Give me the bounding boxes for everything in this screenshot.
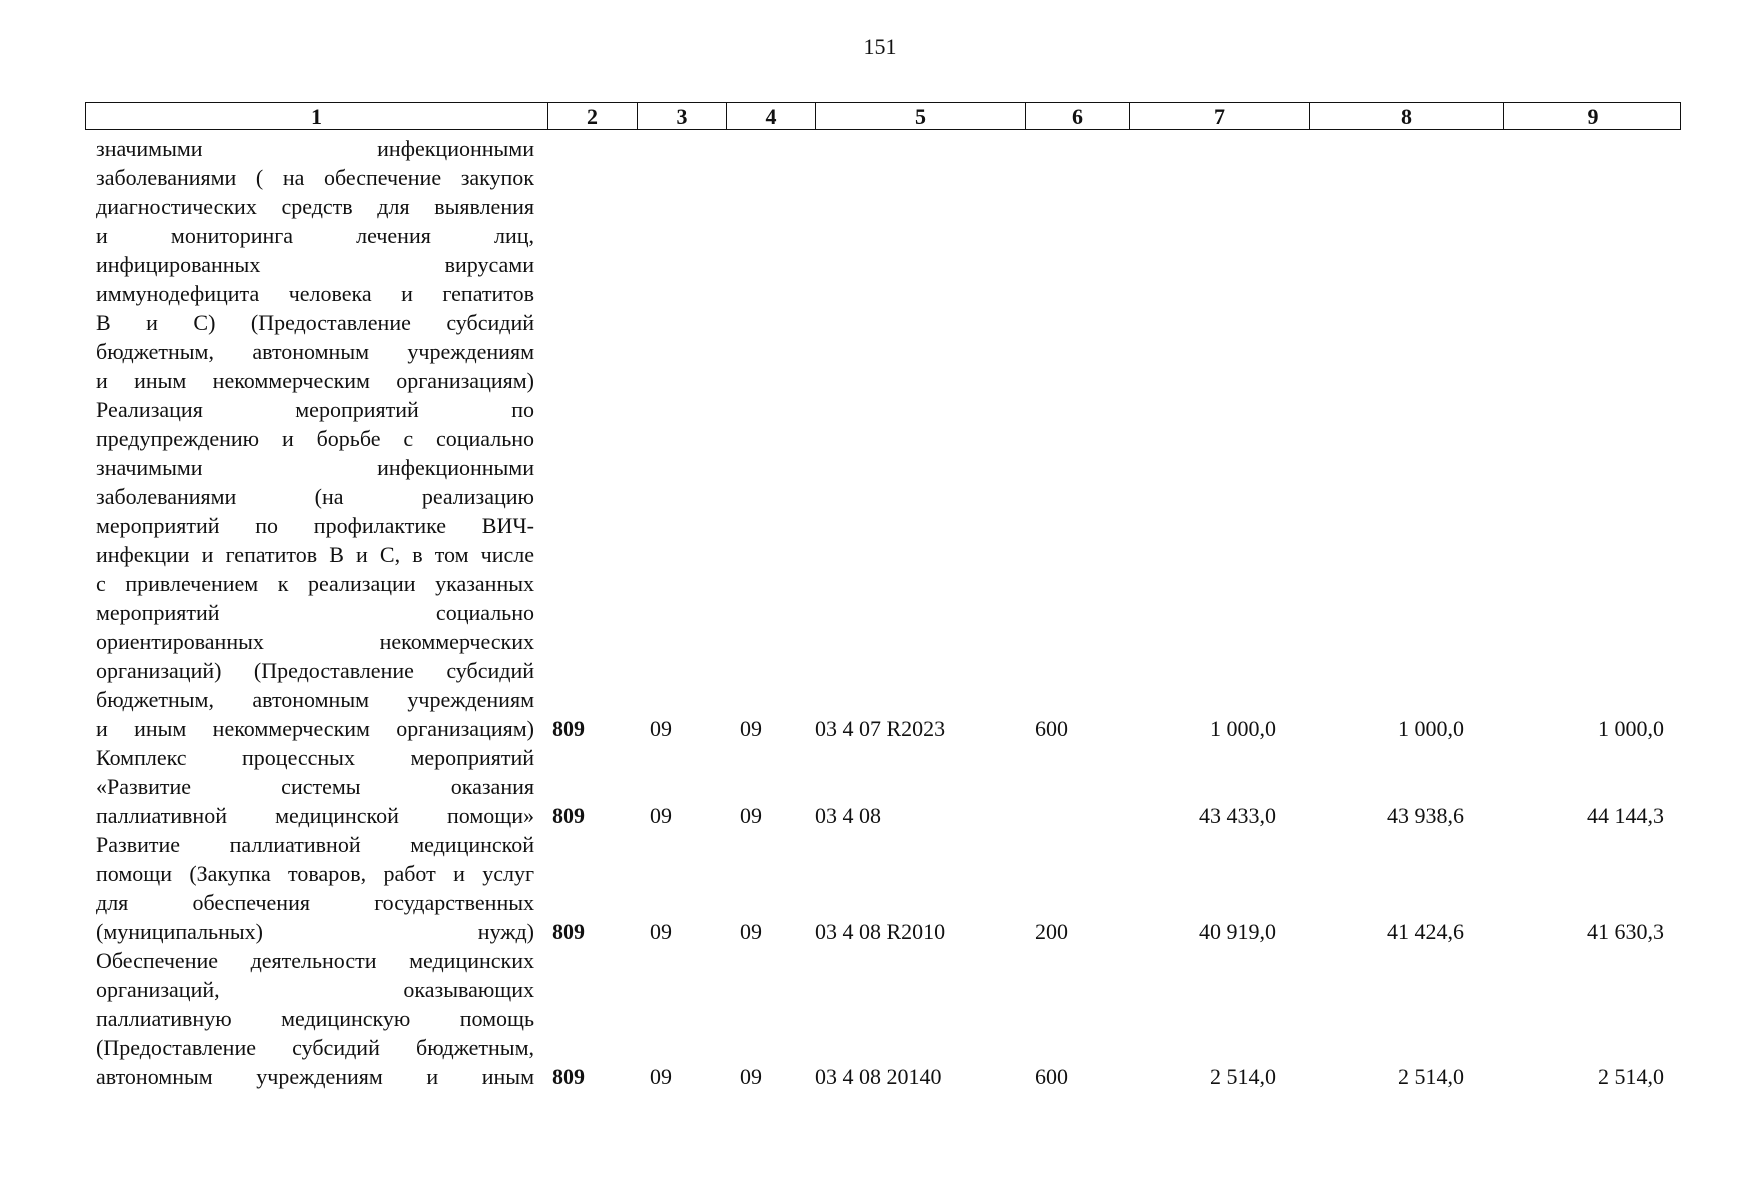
row-1-c3: 09 xyxy=(650,803,672,828)
description-line: бюджетным, автономным учреждениям xyxy=(96,339,534,364)
description-line: иммунодефицита человека и гепатитов xyxy=(96,281,534,306)
description-line: Реализация мероприятий по xyxy=(96,397,534,422)
description-line: (Предоставление субсидий бюджетным, xyxy=(96,1035,534,1060)
row-2-c4: 09 xyxy=(740,919,762,944)
row-3-c4: 09 xyxy=(740,1064,762,1089)
header-col-1: 1 xyxy=(311,104,322,129)
row-2-c5: 03 4 08 R2010 xyxy=(815,919,946,944)
row-0-c8: 1 000,0 xyxy=(1398,716,1464,741)
header-col-7: 7 xyxy=(1129,103,1309,129)
description-line: мероприятий по профилактике ВИЧ- xyxy=(96,513,534,538)
description-column xyxy=(96,134,534,1091)
row-3-c5: 03 4 08 20140 xyxy=(815,1064,942,1089)
description-line: заболеваниями (на реализацию xyxy=(96,484,534,509)
description-line: мероприятий социально xyxy=(96,600,534,625)
row-0-c6: 600 xyxy=(1035,716,1068,741)
header-col-9: 9 xyxy=(1503,103,1682,129)
description-line: бюджетным, автономным учреждениям xyxy=(96,687,534,712)
row-3-c8: 2 514,0 xyxy=(1398,1064,1464,1089)
description-line: значимыми инфекционными xyxy=(96,455,534,480)
header-col-4: 4 xyxy=(726,103,815,129)
description-line: и иным некоммерческим организациям) xyxy=(96,368,534,393)
description-line: ориентированных некоммерческих xyxy=(96,629,534,654)
row-1-c4: 09 xyxy=(740,803,762,828)
description-line: с привлечением к реализации указанных xyxy=(96,571,534,596)
description-line: диагностических средств для выявления xyxy=(96,194,534,219)
header-col-8: 8 xyxy=(1309,103,1503,129)
description-line: и мониторинга лечения лиц, xyxy=(96,223,534,248)
row-0-c3: 09 xyxy=(650,716,672,741)
row-1-c7: 43 433,0 xyxy=(1199,803,1276,828)
description-line: инфекции и гепатитов В и С, в том числе xyxy=(96,542,534,567)
row-2-c7: 40 919,0 xyxy=(1199,919,1276,944)
row-2-c3: 09 xyxy=(650,919,672,944)
row-0-c9: 1 000,0 xyxy=(1598,716,1664,741)
description-line: инфицированных вирусами xyxy=(96,252,534,277)
row-3-c9: 2 514,0 xyxy=(1598,1064,1664,1089)
description-line: Развитие паллиативной медицинской xyxy=(96,832,534,857)
row-0-c4: 09 xyxy=(740,716,762,741)
description-line: «Развитие системы оказания xyxy=(96,774,534,799)
description-line: паллиативную медицинскую помощь xyxy=(96,1006,534,1031)
row-0-c5: 03 4 07 R2023 xyxy=(815,716,946,741)
description-line: для обеспечения государственных xyxy=(96,890,534,915)
row-2-c8: 41 424,6 xyxy=(1387,919,1464,944)
header-col-5: 5 xyxy=(815,103,1025,129)
description-line: заболеваниями ( на обеспечение закупок xyxy=(96,165,534,190)
row-3-c7: 2 514,0 xyxy=(1210,1064,1276,1089)
row-2-c2: 809 xyxy=(552,919,585,944)
description-line: Обеспечение деятельности медицинских xyxy=(96,948,534,973)
row-0-c7: 1 000,0 xyxy=(1210,716,1276,741)
row-0-c2: 809 xyxy=(552,716,585,741)
description-line: значимыми инфекционными xyxy=(96,136,534,161)
row-1-c5: 03 4 08 xyxy=(815,803,881,828)
description-line: организаций, оказывающих xyxy=(96,977,534,1002)
row-2-c6: 200 xyxy=(1035,919,1068,944)
row-3-c2: 809 xyxy=(552,1064,585,1089)
description-line: паллиативной медицинской помощи» xyxy=(96,803,534,828)
description-line: (муниципальных) нужд) xyxy=(96,919,534,944)
row-2-c9: 41 630,3 xyxy=(1587,919,1664,944)
description-line: предупреждению и борьбе с социально xyxy=(96,426,534,451)
header-col-3: 3 xyxy=(637,103,726,129)
description-line: Комплекс процессных мероприятий xyxy=(96,745,534,770)
table-header xyxy=(85,102,1681,130)
description-line: организаций) (Предоставление субсидий xyxy=(96,658,534,683)
row-1-c9: 44 144,3 xyxy=(1587,803,1664,828)
header-col-2: 2 xyxy=(547,103,637,129)
page-number: 151 xyxy=(863,34,897,59)
description-line: автономным учреждениям и иным xyxy=(96,1064,534,1089)
row-3-c6: 600 xyxy=(1035,1064,1068,1089)
row-1-c2: 809 xyxy=(552,803,585,828)
description-line: В и С) (Предоставление субсидий xyxy=(96,310,534,335)
description-line: и иным некоммерческим организациям) xyxy=(96,716,534,741)
row-3-c3: 09 xyxy=(650,1064,672,1089)
header-col-6: 6 xyxy=(1025,103,1129,129)
row-1-c8: 43 938,6 xyxy=(1387,803,1464,828)
description-line: помощи (Закупка товаров, работ и услуг xyxy=(96,861,534,886)
